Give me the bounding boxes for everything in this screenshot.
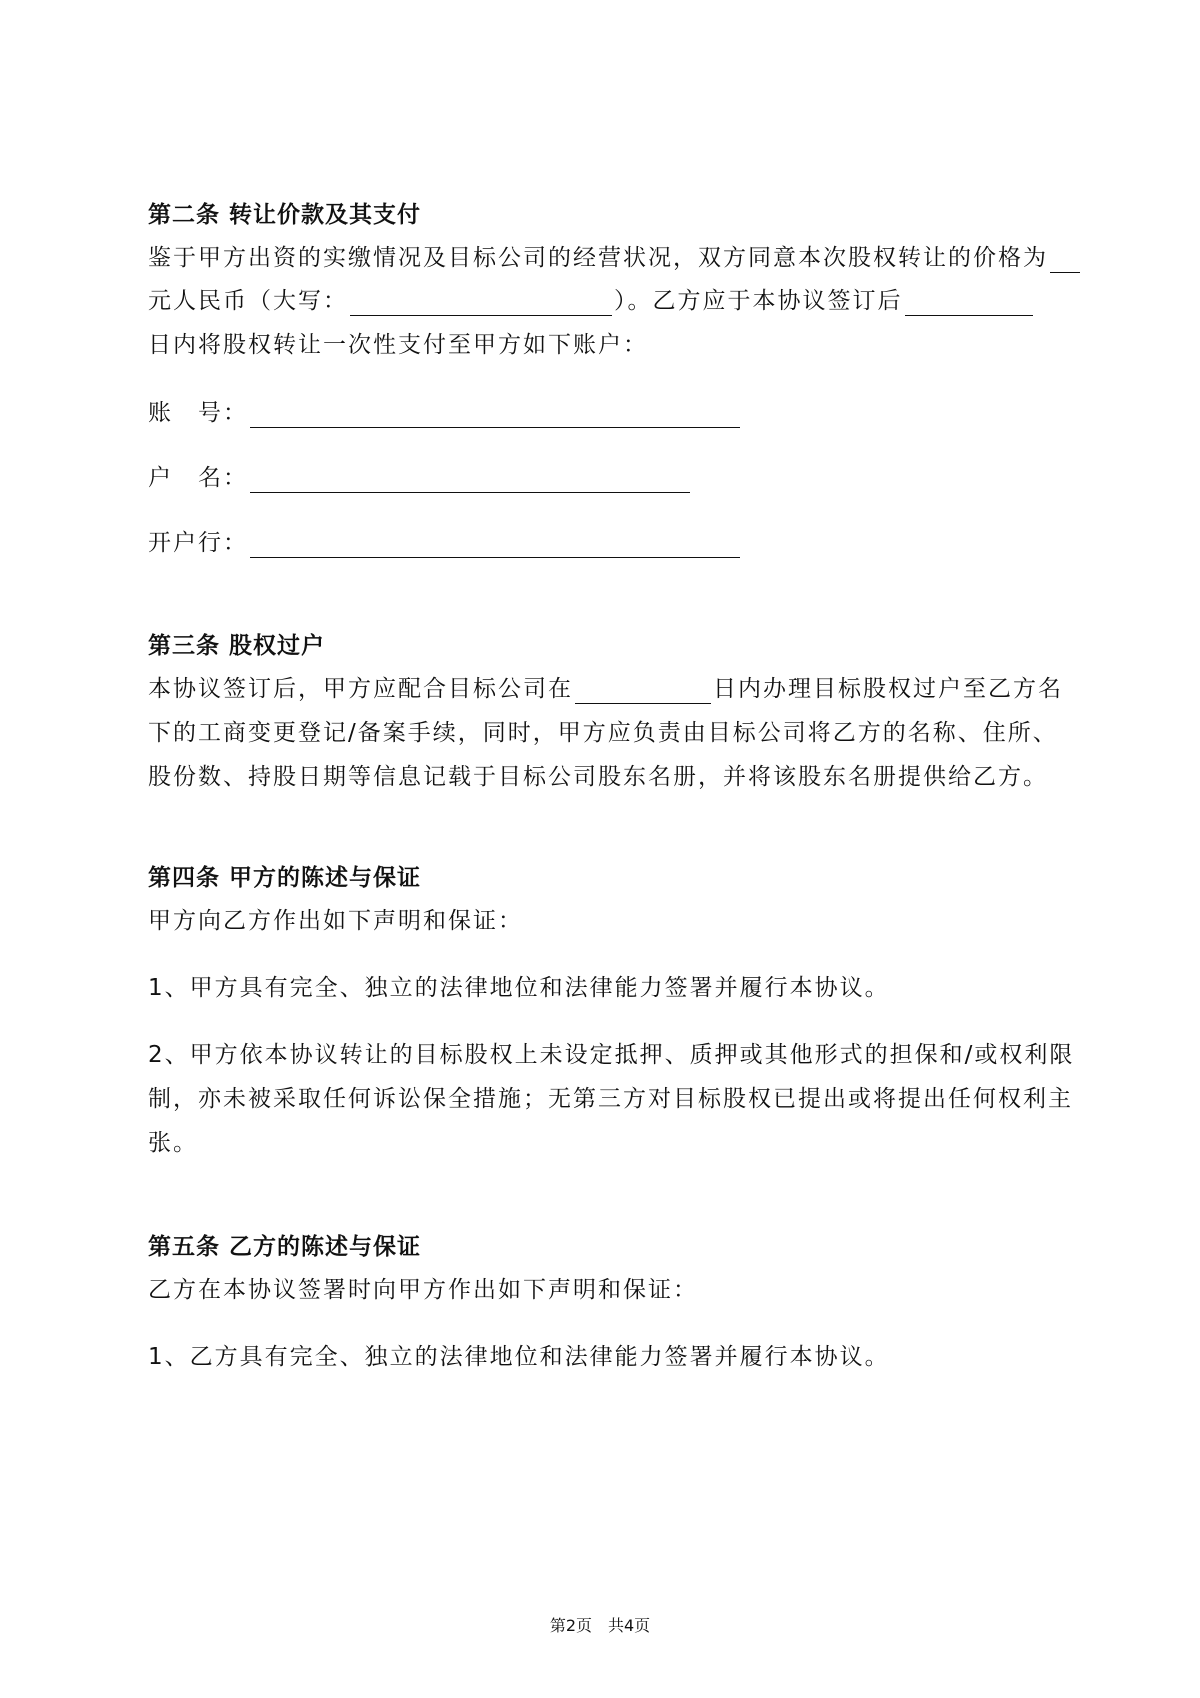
- article4-item2-line2: 制，亦未被采取任何诉讼保全措施；无第三方对目标股权已提出或将提出任何权利主: [148, 1086, 1073, 1112]
- article4-item2-line1: 2、甲方依本协议转让的目标股权上未设定抵押、质押或其他形式的担保和/或权利限: [148, 1042, 1075, 1068]
- account-number-row: [148, 398, 742, 428]
- article4-item1: 1、甲方具有完全、独立的法律地位和法律能力签署并履行本协议。: [148, 975, 890, 1001]
- page-number-footer: 第2页 共4页: [549, 1616, 651, 1635]
- article3-line1-text-a: 本协议签订后，甲方应配合目标公司在: [148, 676, 573, 702]
- article2-paragraph-line1: [148, 243, 1082, 273]
- bank-label: 开户行：: [148, 530, 248, 556]
- account-name-row: [148, 463, 692, 493]
- article2-paragraph-line3: 日内将股权转让一次性支付至甲方如下账户：: [148, 332, 648, 358]
- article2-paragraph-line2: [148, 286, 1035, 316]
- article3-heading: 第三条 股权过户: [148, 633, 326, 659]
- article5-item1: 1、乙方具有完全、独立的法律地位和法律能力签署并履行本协议。: [148, 1344, 890, 1370]
- price-in-words-blank[interactable]: [350, 289, 612, 316]
- bank-row: [148, 528, 742, 558]
- article3-paragraph-line1: [148, 674, 1063, 704]
- article2-line2-text-a: 元人民币（大写：: [148, 288, 348, 314]
- article5-heading: 第五条 乙方的陈述与保证: [148, 1234, 422, 1260]
- article2-heading: 第二条 转让价款及其支付: [148, 202, 422, 228]
- article2-line1-text: 鉴于甲方出资的实缴情况及目标公司的经营状况，双方同意本次股权转让的价格为: [148, 245, 1048, 271]
- transfer-days-blank[interactable]: [575, 677, 711, 704]
- article4-intro: 甲方向乙方作出如下声明和保证：: [148, 908, 523, 934]
- account-name-label: 户 名：: [148, 465, 248, 491]
- article5-intro: 乙方在本协议签署时向甲方作出如下声明和保证：: [148, 1277, 698, 1303]
- account-number-label: 账 号：: [148, 400, 248, 426]
- article2-line2-text-b: ）。乙方应于本协议签订后: [614, 288, 903, 314]
- bank-blank[interactable]: [250, 531, 740, 558]
- account-name-blank[interactable]: [250, 466, 690, 493]
- article3-paragraph-line3: 股份数、持股日期等信息记载于目标公司股东名册，并将该股东名册提供给乙方。: [148, 764, 1048, 790]
- article3-line1-text-b: 日内办理目标股权过户至乙方名: [713, 676, 1063, 702]
- article3-paragraph-line2: 下的工商变更登记/备案手续，同时，甲方应负责由目标公司将乙方的名称、住所、: [148, 720, 1058, 746]
- article4-item2-line3: 张。: [148, 1130, 198, 1156]
- price-blank[interactable]: [1050, 246, 1080, 273]
- payment-days-blank[interactable]: [905, 289, 1033, 316]
- article4-heading: 第四条 甲方的陈述与保证: [148, 865, 422, 891]
- account-number-blank[interactable]: [250, 401, 740, 428]
